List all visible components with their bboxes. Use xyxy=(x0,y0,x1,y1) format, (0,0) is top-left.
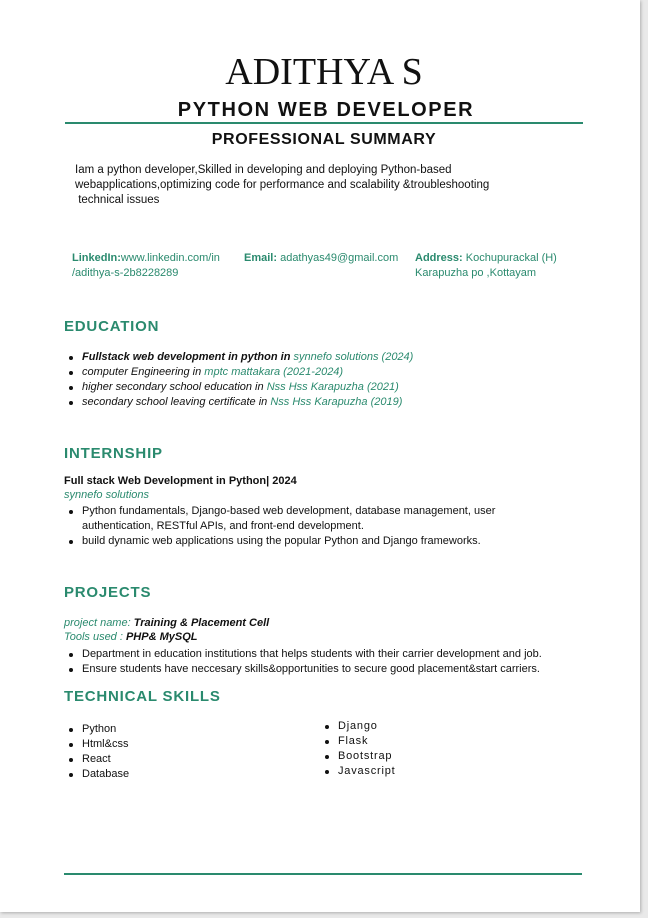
contact-email xyxy=(244,251,398,266)
list-item: Html&css xyxy=(64,737,129,752)
list-item: build dynamic web applications using the popular Python and Django frameworks. xyxy=(64,534,534,549)
list-item: Database xyxy=(64,767,129,782)
skills-list-left xyxy=(64,722,129,782)
footer-divider xyxy=(64,873,582,875)
summary-text xyxy=(75,163,535,208)
linkedin-label: LinkedIn: xyxy=(72,252,121,264)
summary-line: Iam a python developer,Skilled in developing and deploying Python-based xyxy=(75,164,452,176)
list-item: Bootstrap xyxy=(320,749,396,764)
address-line: Karapuzha po ,Kottayam xyxy=(415,267,537,279)
project-bullets xyxy=(64,647,604,677)
summary-line: webapplications,optimizing code for performance and scalability &troubleshooting xyxy=(75,179,490,191)
email-label: Email: xyxy=(244,252,278,264)
education-title: EDUCATION xyxy=(64,318,160,335)
contact-linkedin xyxy=(72,251,220,281)
list-item: Fullstack web development in python in synnefo solutions (2024) xyxy=(64,350,413,365)
job-title: PYTHON WEB DEVELOPER xyxy=(177,99,475,121)
list-item: Javascript xyxy=(320,764,396,779)
summary-title: PROFESSIONAL SUMMARY xyxy=(211,131,437,148)
address-line: Kochupurackal (H) xyxy=(465,252,557,264)
list-item: Python fundamentals, Django-based web development, database management, user authentication, RESTful APIs, and front-end development. xyxy=(64,504,534,534)
contact-address xyxy=(415,251,557,281)
list-item: Django xyxy=(320,719,396,734)
skills-list-right xyxy=(320,719,396,779)
internship-org: synnefo solutions xyxy=(64,489,149,501)
list-item: Python xyxy=(64,722,129,737)
skills-title: TECHNICAL SKILLS xyxy=(64,688,221,705)
education-list xyxy=(64,350,413,410)
list-item: React xyxy=(64,752,129,767)
internship-bullets xyxy=(64,504,534,549)
summary-line: technical issues xyxy=(75,194,160,206)
email-value[interactable]: adathyas49@gmail.com xyxy=(280,252,399,264)
internship-heading: Full stack Web Development in Python| 2024 xyxy=(64,475,297,487)
list-item: Flask xyxy=(320,734,396,749)
list-item: secondary school leaving certificate in Nss Hss Karapuzha (2019) xyxy=(64,395,413,410)
list-item: computer Engineering in mptc mattakara (2021-2024) xyxy=(64,365,413,380)
list-item: Ensure students have neccesary skills&opportunities to secure good placement&start carriers. xyxy=(64,662,604,677)
list-item: higher secondary school education in Nss Hss Karapuzha (2021) xyxy=(64,380,413,395)
project-name: project name: Training & Placement Cell xyxy=(64,617,270,629)
internship-title: INTERNSHIP xyxy=(64,445,163,462)
project-tools: Tools used : PHP& MySQL xyxy=(64,631,198,643)
list-item: Department in education institutions that helps students with their carrier development and job. xyxy=(64,647,604,662)
candidate-name: ADITHYA S xyxy=(225,51,423,93)
projects-title: PROJECTS xyxy=(64,584,152,601)
header-divider xyxy=(65,122,583,124)
linkedin-url-cont[interactable]: /adithya-s-2b8228289 xyxy=(72,267,179,279)
linkedin-url[interactable]: www.linkedin.com/in xyxy=(120,252,220,264)
address-label: Address: xyxy=(415,252,463,264)
